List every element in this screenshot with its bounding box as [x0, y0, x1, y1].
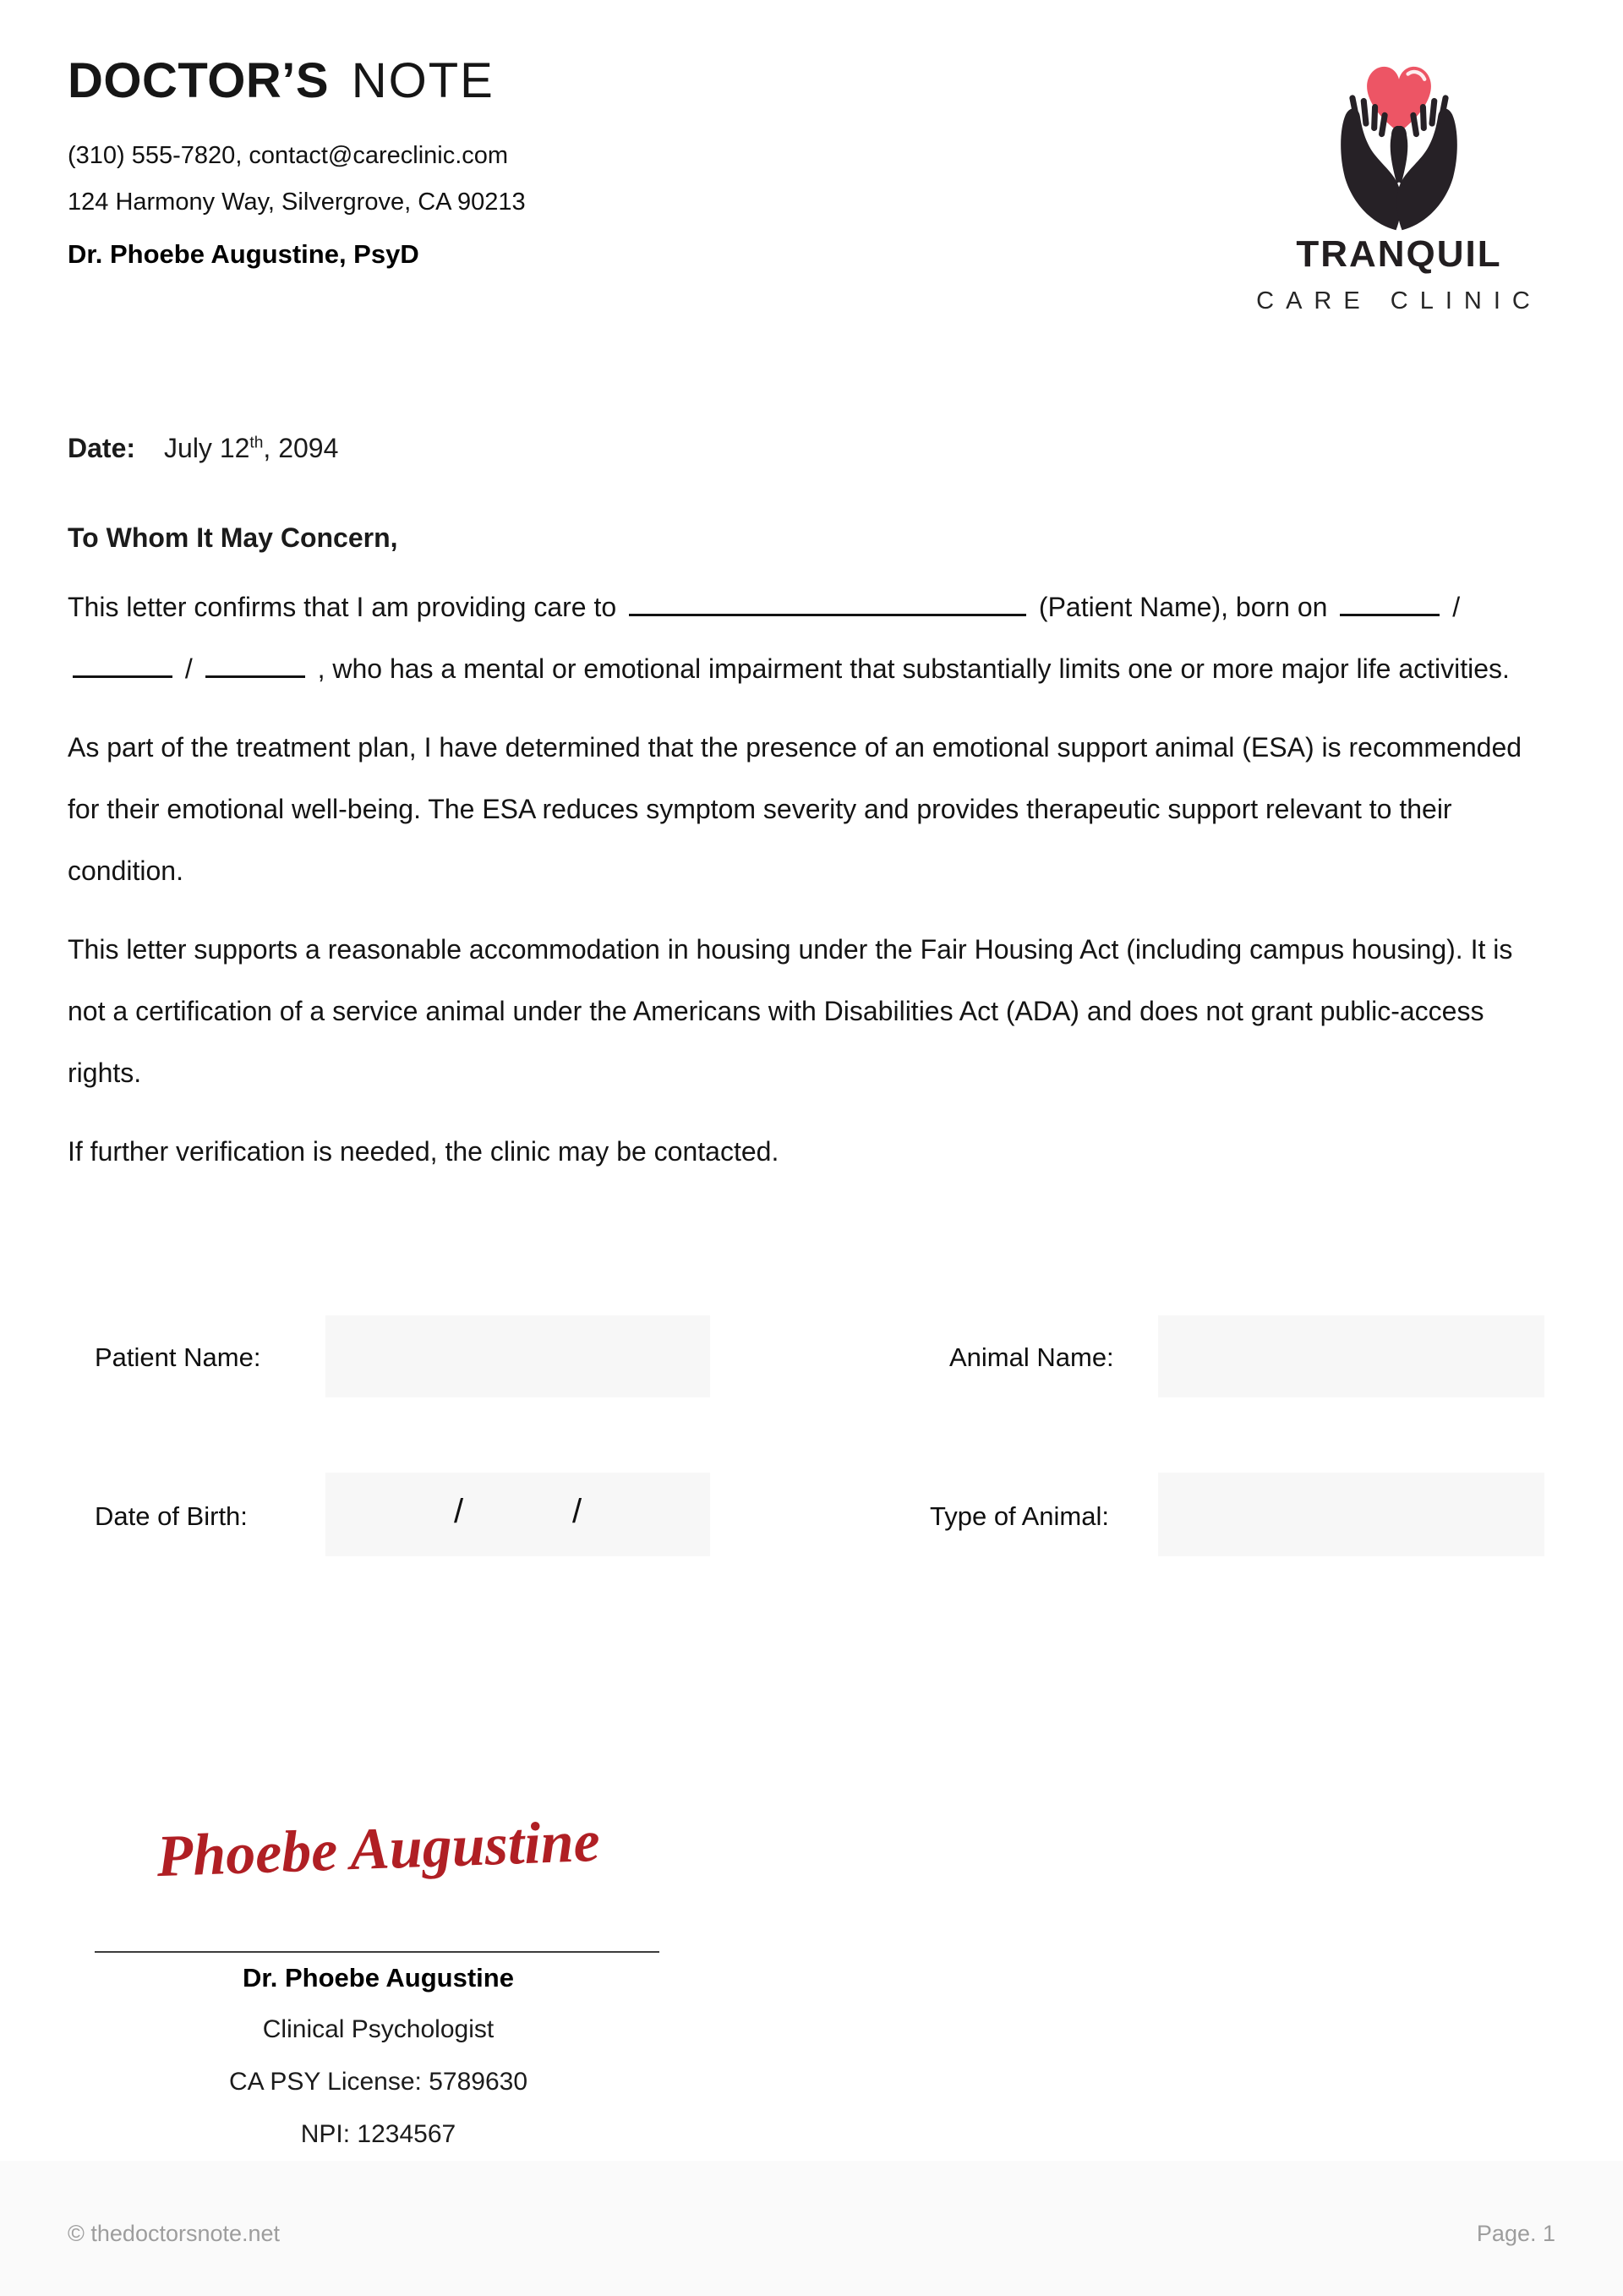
date-of-birth-field[interactable]	[325, 1473, 710, 1556]
signature-line	[95, 1951, 659, 1953]
date-of-birth-label: Date of Birth:	[95, 1501, 248, 1531]
paragraph-verification: If further verification is needed, the clinic may be contacted.	[68, 1136, 779, 1167]
signature-license-number: CA PSY License: 5789630	[228, 2068, 528, 2096]
signature-doctor-name: Dr. Phoebe Augustine	[243, 1963, 514, 1993]
footer-page-number: Page. 1	[1476, 2221, 1555, 2246]
dob-day-blank[interactable]	[73, 653, 172, 678]
paragraph-esa-recommendation: As part of the treatment plan, I have determined that the presence of an emotional support animal (ESA) is recommended for their emotional well-being. The ESA reduces symptom severity and provides therapeutic support relevant to their condition.	[68, 732, 1522, 886]
doctor-name-credential: Dr. Phoebe Augustine, PsyD	[68, 239, 419, 269]
clinic-address: 124 Harmony Way, Silvergrove, CA 90213	[68, 189, 526, 216]
signature-npi-number: NPI: 1234567	[300, 2120, 456, 2148]
date-label: Date:	[68, 433, 136, 463]
paragraph-care-confirmation	[68, 577, 1557, 700]
dob-field-slash-2: /	[572, 1493, 582, 1530]
clinic-phone-email: (310) 555-7820, contact@careclinic.com	[68, 142, 509, 169]
logo-subtitle: CARE CLINIC	[1256, 287, 1542, 314]
date-value: July 12th, 2094	[164, 433, 339, 463]
patient-name-label: Patient Name:	[95, 1342, 261, 1372]
animal-name-field[interactable]	[1158, 1315, 1544, 1397]
dob-slash-2: /	[184, 653, 193, 684]
page-title-bold: DOCTOR’S	[68, 53, 330, 108]
header	[68, 52, 526, 277]
dob-field-slash-1: /	[454, 1493, 464, 1530]
date-row	[68, 433, 338, 464]
hands-holding-heart-icon	[1324, 44, 1474, 232]
dob-slash-1: /	[1452, 592, 1461, 622]
p1-text-3: , who has a mental or emotional impairment that substantially limits one or more major life activities.	[317, 653, 1510, 684]
footer-copyright: © thedoctorsnote.net	[68, 2221, 281, 2246]
patient-name-blank[interactable]	[629, 591, 1026, 616]
dob-month-blank[interactable]	[1340, 591, 1440, 616]
clinic-contact-block	[68, 133, 526, 277]
patient-name-field[interactable]	[325, 1315, 710, 1397]
clinic-logo	[1247, 44, 1551, 315]
dob-year-blank[interactable]	[205, 653, 305, 678]
animal-name-label: Animal Name:	[949, 1342, 1114, 1372]
paragraph-fair-housing: This letter supports a reasonable accommodation in housing under the Fair Housing Act (including campus housing). It is not a certification of a service animal under the Americans with Disabilities Act (ADA) and does not grant public-access rights.	[68, 934, 1513, 1088]
logo-name: TRANQUIL	[1296, 233, 1502, 275]
p1-text-1: This letter confirms that I am providing care to	[68, 592, 617, 622]
doctor-signature-script: Phoebe Augustine	[156, 1808, 601, 1890]
page-title-light: NOTE	[351, 53, 495, 108]
date-ordinal: th	[249, 434, 264, 452]
signature-doctor-title: Clinical Psychologist	[262, 2015, 495, 2043]
salutation: To Whom It May Concern,	[68, 522, 398, 553]
page-title	[68, 52, 526, 109]
type-of-animal-field[interactable]	[1158, 1473, 1544, 1556]
letter-body	[68, 577, 1557, 1200]
p1-text-2: (Patient Name), born on	[1038, 592, 1328, 622]
type-of-animal-label: Type of Animal:	[930, 1501, 1109, 1531]
